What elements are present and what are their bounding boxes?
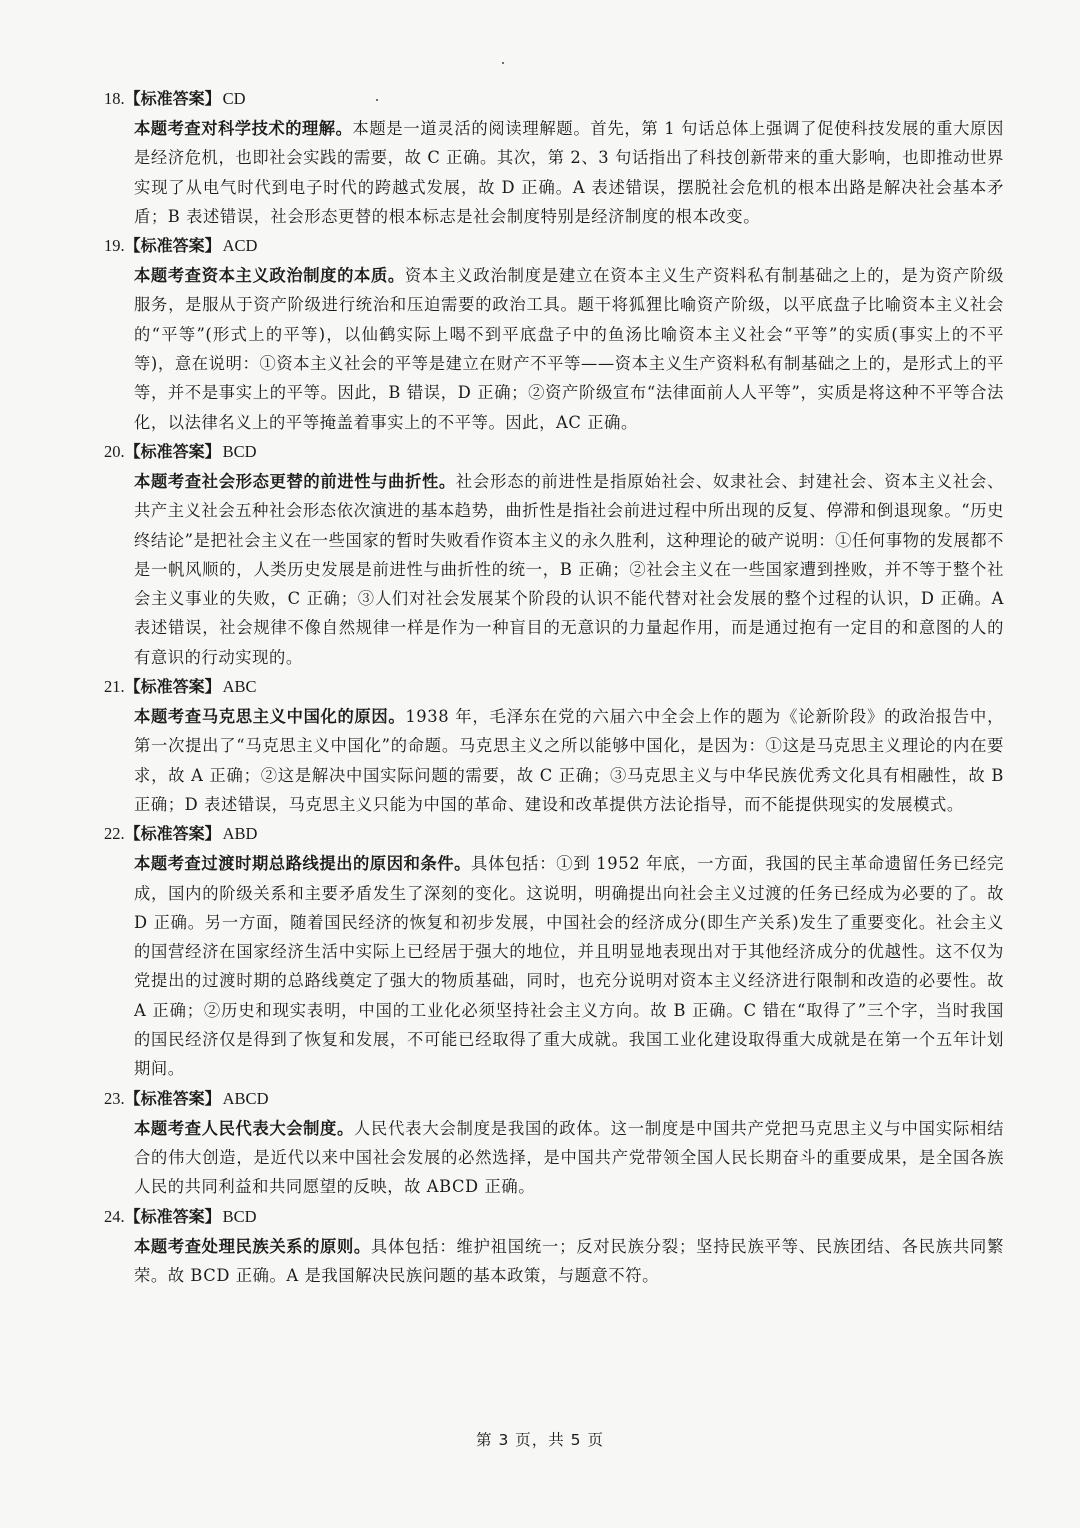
item-text: 具体包括：维护祖国统一；反对民族分裂；坚持民族平等、民族团结、各民族共同繁荣。故 BCD 正确。A 是我国解决民族问题的基本政策，与题意不符。 bbox=[134, 1236, 1004, 1285]
answer-label: 【标准答案】 bbox=[124, 89, 221, 108]
item-text: 社会形态的前进性是指原始社会、奴隶社会、封建社会、资本主义社会、共产主义社会五种社会形态依次演进的基本趋势，曲折性是指社会前进过程中所出现的反复、停滞和倒退现象。“历史终结论”是把社会主义在一些国家的暂时失败看作资本主义的永久胜利，这种理论的破产说明：①任何事物的发展都不是一帆风顺的，人类历史发展是前进性与曲折性的统一，B 正确；②社会主义在一些国家遭到挫败，并不等于整个社会主义事业的失败，C 正确；③人们对社会发展某个阶段的认识不能代替对社会发展的整个过程的认识，D 正确。A 表述错误，社会规律不像自然规律一样是作为一种盲目的无意识的力量起作用，而是通过抱有一定目的和意图的人的有意识的行动实现的。 bbox=[134, 471, 1004, 667]
answer-key: CD bbox=[222, 89, 246, 108]
answer-key: BCD bbox=[222, 1206, 257, 1226]
answer-item bbox=[104, 437, 1004, 672]
item-topic: 本题考查资本主义政治制度的本质。 bbox=[134, 266, 405, 286]
item-number: 19. bbox=[104, 236, 125, 256]
item-header bbox=[104, 1202, 1004, 1232]
item-text: 具体包括：①到 1952 年底，一方面，我国的民主革命遗留任务已经完成，国内的阶级关系和主要矛盾发生了深刻的变化。这说明，明确提出向社会主义过渡的任务已经成为必要的了。故 D 正确。另一方面，随着国民经济的恢复和初步发展，中国社会的经济成分(即生产关系)发生了重要变化。社会主义的国营经济在国家经济生活中实际上已经居于强大的地位，并且明显地表现出对于其他经济成分的优越性。这不仅为党提出的过渡时期的总路线奠定了强大的物质基础，同时，也充分说明对资本主义经济进行限制和改造的必要性。故 A 正确；②历史和现实表明，中国的工业化必须坚持社会主义方向。故 B 正确。C 错在“取得了”三个字，当时我国的国民经济仅是得到了恢复和发展，不可能已经取得了重大成就。我国工业化建设取得重大成就是在第一个五年计划期间。 bbox=[134, 854, 1004, 1079]
item-number: 20. bbox=[104, 441, 125, 461]
answer-key: ABD bbox=[222, 824, 258, 844]
answer-label: 【标准答案】 bbox=[124, 1206, 221, 1226]
item-number: 21. bbox=[104, 677, 125, 697]
item-explanation bbox=[104, 849, 1004, 1083]
item-explanation bbox=[104, 467, 1004, 672]
item-header bbox=[104, 819, 1004, 849]
answer-key: BCD bbox=[222, 441, 257, 461]
item-header bbox=[104, 672, 1004, 702]
answer-label: 【标准答案】 bbox=[124, 677, 221, 697]
item-topic: 本题考查过渡时期总路线提出的原因和条件。 bbox=[134, 854, 472, 874]
item-explanation bbox=[104, 1232, 1004, 1291]
item-topic: 本题考查处理民族关系的原则。 bbox=[134, 1236, 371, 1256]
answer-item bbox=[104, 84, 1004, 231]
answer-key: ABCD bbox=[222, 1088, 269, 1108]
answer-item bbox=[104, 672, 1004, 819]
item-text: 资本主义政治制度是建立在资本主义生产资料私有制基础之上的，是为资产阶级服务，是服从于资产阶级进行统治和压迫需要的政治工具。题干将狐狸比喻资产阶级，以平底盘子比喻资本主义社会的“平等”(形式上的平等)，以仙鹤实际上喝不到平底盘子中的鱼汤比喻资本主义社会“平等”的实质(事实上的不平等)，意在说明：①资本主义社会的平等是建立在财产不平等——资本主义生产资料私有制基础之上的，是形式上的平等，并不是事实上的平等。因此，B 错误，D 正确；②资产阶级宣布“法律面前人人平等”，实质是将这种不平等合法化，以法律名义上的平等掩盖着事实上的不平等。因此，AC 正确。 bbox=[134, 266, 1004, 432]
item-header bbox=[104, 437, 1004, 467]
answer-label: 【标准答案】 bbox=[124, 441, 221, 461]
item-topic: 本题考查对科学技术的理解。 bbox=[134, 119, 353, 138]
item-topic: 本题考查马克思主义中国化的原因。 bbox=[134, 707, 406, 727]
answer-sheet bbox=[104, 84, 1004, 1290]
answer-item bbox=[104, 1202, 1004, 1291]
item-explanation bbox=[104, 114, 1004, 231]
item-number: 22. bbox=[104, 824, 125, 844]
scan-dot bbox=[502, 62, 504, 64]
item-text: 1938 年，毛泽东在党的六届六中全会上作的题为《论新阶段》的政治报告中，第一次提出了“马克思主义中国化”的命题。马克思主义之所以能够中国化，是因为：①这是马克思主义理论的内在要求，故 A 正确；②这是解决中国实际问题的需要，故 C 正确；③马克思主义与中华民族优秀文化具有相融性，故 B 正确；D 表述错误，马克思主义只能为中国的革命、建设和改革提供方法论指导，而不能提供现实的发展模式。 bbox=[134, 707, 1004, 814]
item-header bbox=[104, 1084, 1004, 1114]
item-number: 18. bbox=[104, 89, 125, 108]
item-explanation bbox=[104, 702, 1004, 819]
answer-key: ABC bbox=[222, 677, 257, 697]
item-text: 人民代表大会制度是我国的政体。这一制度是中国共产党把马克思主义与中国实际相结合的伟大创造，是近代以来中国社会发展的必然选择，是中国共产党带领全国人民长期奋斗的重要成果，是全国各族人民的共同利益和共同愿望的反映，故 ABCD 正确。 bbox=[134, 1118, 1004, 1197]
item-header bbox=[104, 231, 1004, 261]
item-topic: 本题考查社会形态更替的前进性与曲折性。 bbox=[134, 471, 456, 491]
item-explanation bbox=[104, 261, 1004, 437]
item-number: 24. bbox=[104, 1206, 125, 1226]
item-number: 23. bbox=[104, 1088, 125, 1108]
answer-item bbox=[104, 819, 1004, 1083]
answer-label: 【标准答案】 bbox=[124, 824, 221, 844]
answer-label: 【标准答案】 bbox=[124, 1088, 221, 1108]
answer-key: ACD bbox=[222, 236, 258, 256]
item-topic: 本题考查人民代表大会制度。 bbox=[134, 1118, 354, 1138]
answer-item bbox=[104, 231, 1004, 437]
page-number: 第 3 页，共 5 页 bbox=[476, 1431, 604, 1449]
answer-label: 【标准答案】 bbox=[124, 236, 221, 256]
item-explanation bbox=[104, 1114, 1004, 1202]
answer-item bbox=[104, 1084, 1004, 1202]
item-header bbox=[104, 84, 1004, 114]
item-text: 本题是一道灵活的阅读理解题。首先，第 1 句话总体上强调了促使科技发展的重大原因是经济危机，也即社会实践的需要，故 C 正确。其次，第 2、3 句话指出了科技创新带来的重大影响，也即推动世界实现了从电气时代到电子时代的跨越式发展，故 D 正确。A 表述错误，摆脱社会危机的根本出路是解决社会基本矛盾；B 表述错误，社会形态更替的根本标志是社会制度特别是经济制度的根本改变。 bbox=[134, 119, 1005, 226]
